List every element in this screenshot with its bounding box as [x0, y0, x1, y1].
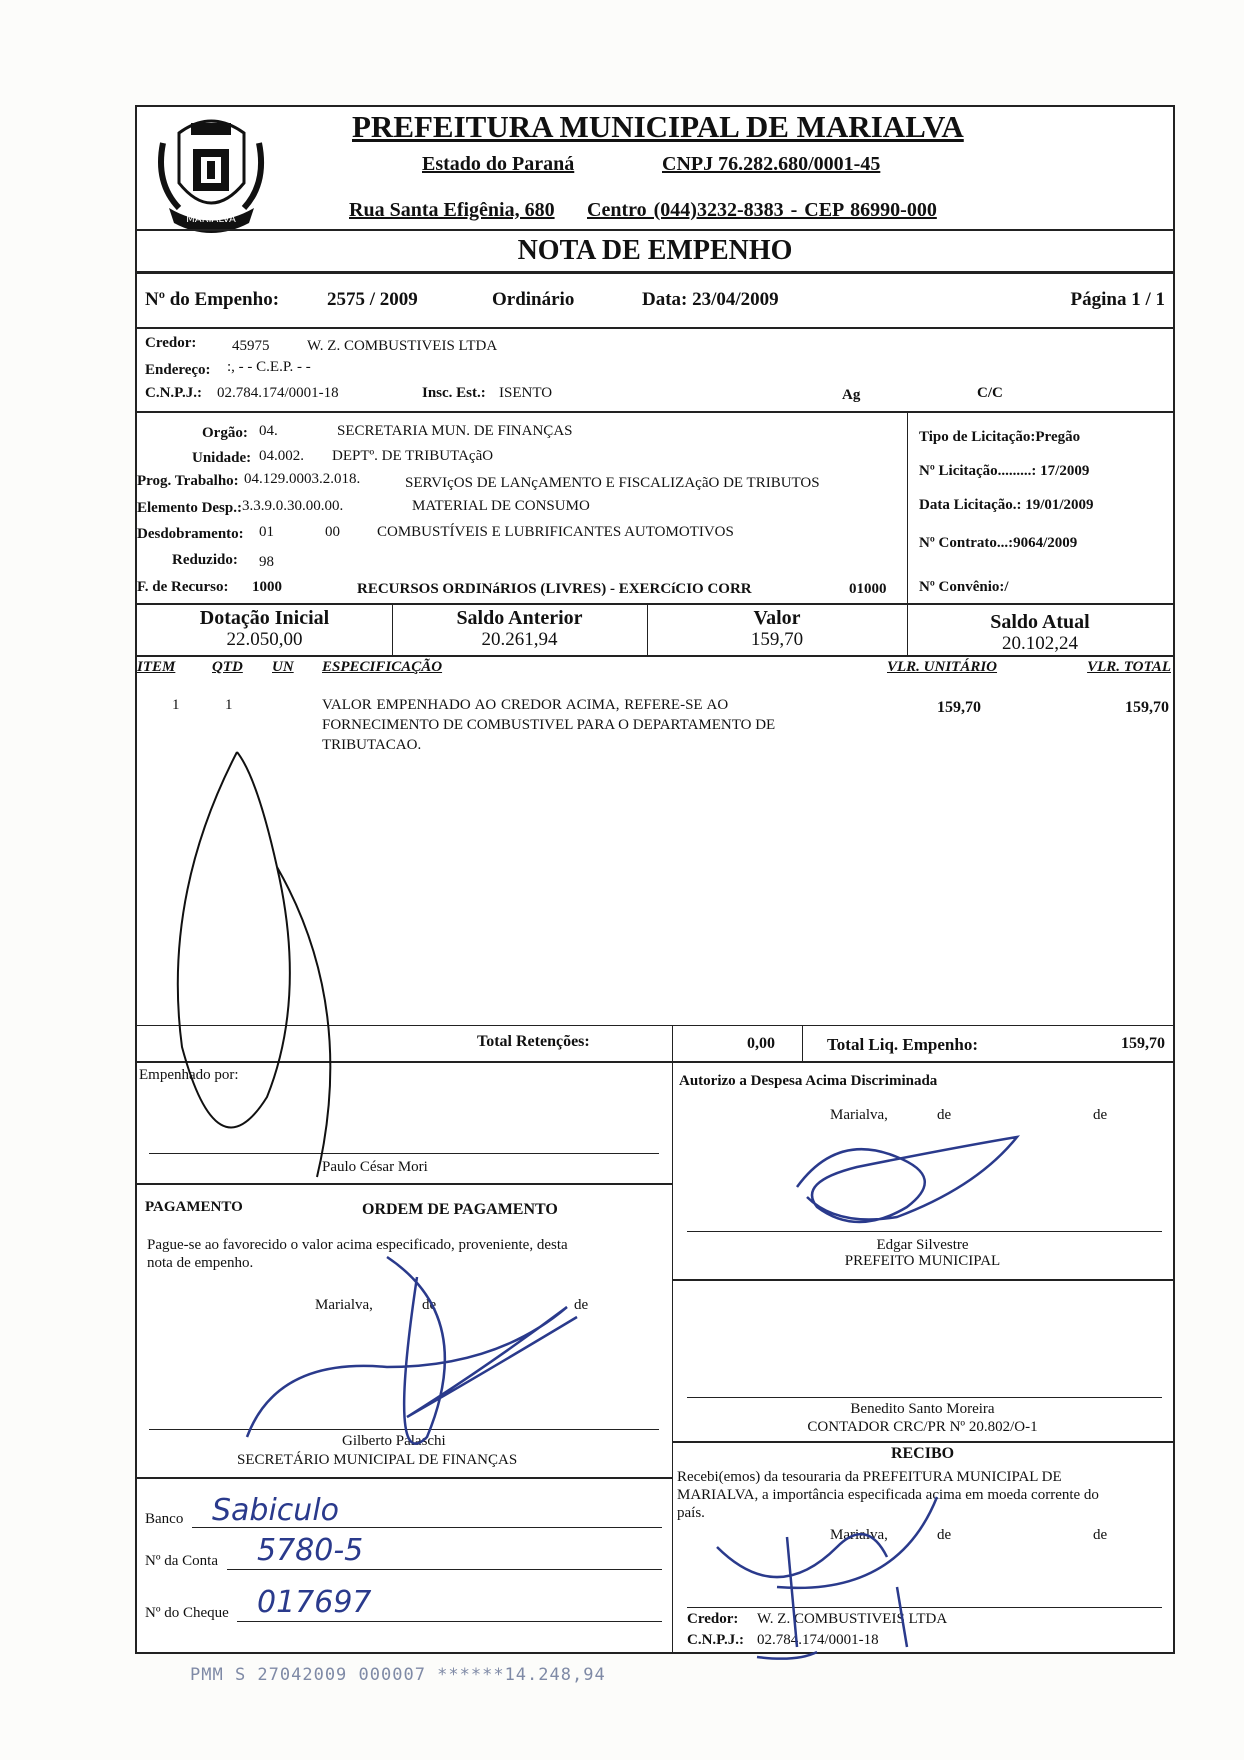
item-total-value: 159,70: [1125, 699, 1169, 716]
credor-code: 45975: [232, 338, 270, 354]
elemento-code: 3.3.9.0.30.00.00.: [242, 498, 344, 514]
document-title: NOTA DE EMPENHO: [517, 235, 793, 266]
credor-name: W. Z. COMBUSTIVEIS LTDA: [307, 338, 498, 354]
tipo-licitacao: Tipo de Licitação:Pregão: [919, 429, 1081, 445]
item-spec-line1: VALOR EMPENHADO AO CREDOR ACIMA, REFERE-SE AO: [322, 697, 729, 713]
credor-cnpj: 02.784.174/0001-18: [217, 385, 339, 401]
contador-role: CONTADOR CRC/PR Nº 20.802/O-1: [807, 1419, 1038, 1435]
insc-label: Insc. Est.:: [422, 385, 486, 401]
empenho-number: 2575 / 2009: [327, 289, 418, 310]
unidade-code: 04.002.: [259, 448, 304, 464]
empenho-type: Ordinário: [492, 289, 575, 310]
recibo-de2: de: [1093, 1527, 1108, 1543]
elemento-name: MATERIAL DE CONSUMO: [412, 498, 590, 514]
address-field-label: Endereço:: [145, 362, 211, 378]
numero-contrato: Nº Contrato...:9064/2009: [919, 535, 1078, 551]
valor-value: 159,70: [750, 629, 804, 650]
item-spec-line3: TRIBUTACAO.: [322, 737, 422, 753]
credor-label: Credor:: [145, 335, 197, 351]
address-label: Rua Santa Efigênia, 680: [349, 199, 555, 221]
prefeito-name: Edgar Silvestre: [876, 1237, 969, 1253]
recibo-cnpj-label: C.N.P.J.:: [687, 1632, 744, 1648]
desdobramento-b: 00: [325, 524, 340, 540]
data-licitacao: Data Licitação.: 19/01/2009: [919, 497, 1094, 513]
credor-address: :, - - C.E.P. - -: [227, 359, 311, 375]
pagamento-place: Marialva,: [315, 1297, 373, 1313]
page-title: PREFEITURA MUNICIPAL DE MARIALVA: [352, 109, 964, 144]
total-retencoes-value: 0,00: [747, 1035, 775, 1052]
orgao-code: 04.: [259, 423, 278, 439]
numero-licitacao: Nº Licitação.........: 17/2009: [919, 463, 1090, 479]
municipal-crest-icon: [149, 113, 274, 238]
saldo-anterior-value: 20.261,94: [481, 629, 558, 650]
cheque-value: 017697: [257, 1585, 372, 1620]
autorizo-label: Autorizo a Despesa Acima Discriminada: [679, 1073, 938, 1089]
ag-label: Ag: [842, 387, 861, 403]
validation-stamp: PMM S 27042009 000007 ******14.248,94: [190, 1665, 606, 1685]
conta-label: Nº da Conta: [145, 1553, 218, 1569]
reduzido-value: 98: [259, 554, 274, 570]
recibo-text-line3: país.: [677, 1505, 705, 1521]
conta-value: 5780-5: [257, 1533, 364, 1568]
banco-label: Banco: [145, 1511, 184, 1527]
svg-text:MARIALVA: MARIALVA: [186, 214, 236, 225]
saldo-anterior-label: Saldo Anterior: [456, 607, 583, 629]
insc-value: ISENTO: [499, 385, 553, 401]
desdobramento-name: COMBUSTÍVEIS E LUBRIFICANTES AUTOMOTIVOS: [377, 524, 734, 540]
orgao-name: SECRETARIA MUN. DE FINANÇAS: [337, 423, 573, 439]
empenho-date: Data: 23/04/2009: [642, 289, 779, 310]
pagamento-text-line1: Pague-se ao favorecido o valor acima especificado, proveniente, desta: [147, 1237, 568, 1253]
pagamento-text-line2: nota de empenho.: [147, 1255, 254, 1271]
empenhado-signature-icon: [157, 747, 377, 1187]
page-number: Página 1 / 1: [1070, 289, 1165, 310]
recurso-code: 1000: [252, 579, 282, 595]
unidade-label: Unidade:: [192, 450, 252, 466]
recibo-text-line1: Recebi(emos) da tesouraria da PREFEITURA MUNICIPAL DE: [677, 1469, 1062, 1485]
recibo-cnpj: 02.784.174/0001-18: [757, 1632, 879, 1648]
state-label: Estado do Paraná: [422, 153, 575, 175]
saldo-atual-value: 20.102,24: [1002, 633, 1078, 654]
credor-cnpj-label: C.N.P.J.:: [145, 385, 202, 401]
desdobramento-label: Desdobramento:: [137, 526, 244, 542]
cheque-label: Nº do Cheque: [145, 1605, 229, 1621]
recurso-name: RECURSOS ORDINáRIOS (LIVRES) - EXERCíCIO CORR: [357, 581, 752, 597]
dotacao-inicial-label: Dotação Inicial: [199, 607, 330, 629]
numero-convenio: Nº Convênio:/: [919, 579, 1009, 595]
pagamento-label: PAGAMENTO: [145, 1199, 243, 1215]
prog-name: SERVIçOS DE LANçAMENTO E FISCALIZAçãO DE TRIBUTOS: [405, 475, 820, 491]
ordem-pagamento-label: ORDEM DE PAGAMENTO: [362, 1201, 558, 1218]
item-unit-value: 159,70: [937, 699, 981, 716]
pagamento-de1: de: [422, 1297, 437, 1313]
empenhado-por-name: Paulo César Mori: [322, 1159, 428, 1175]
recibo-credor-label: Credor:: [687, 1611, 739, 1627]
column-valor-total: VLR. TOTAL: [1087, 659, 1171, 675]
elemento-label: Elemento Desp.:: [137, 500, 242, 516]
pagamento-de2: de: [574, 1297, 589, 1313]
prefeito-role: PREFEITO MUNICIPAL: [844, 1253, 1001, 1269]
dotacao-inicial-value: 22.050,00: [226, 629, 303, 650]
autorizo-place: Marialva,: [830, 1107, 888, 1123]
nota-de-empenho-document: [135, 105, 1175, 1654]
saldo-atual-label: Saldo Atual: [990, 611, 1090, 633]
empenho-number-label: Nº do Empenho:: [145, 289, 280, 310]
total-liquido-label: Total Liq. Empenho:: [827, 1035, 978, 1054]
recurso-label: F. de Recurso:: [137, 579, 229, 595]
recurso-number: 01000: [849, 581, 887, 597]
desdobramento-a: 01: [259, 524, 274, 540]
prog-label: Prog. Trabalho:: [137, 473, 239, 489]
recibo-text-line2: MARIALVA, a importância especificada acima em moeda corrente do: [677, 1487, 1099, 1503]
cnpj-label: CNPJ 76.282.680/0001-45: [662, 153, 881, 175]
unidade-name: DEPTº. DE TRIBUTAçãO: [332, 448, 494, 464]
autorizo-de2: de: [1093, 1107, 1108, 1123]
total-liquido-value: 159,70: [1121, 1035, 1165, 1052]
item-number: 1: [172, 697, 180, 713]
secretario-name: Gilberto Palaschi: [342, 1433, 446, 1449]
recibo-label: RECIBO: [890, 1445, 955, 1462]
reduzido-label: Reduzido:: [172, 552, 238, 568]
autorizo-de1: de: [937, 1107, 952, 1123]
secretario-role: SECRETÁRIO MUNICIPAL DE FINANÇAS: [237, 1452, 518, 1468]
prefeito-signature-icon: [777, 1127, 1037, 1237]
item-spec-line2: FORNECIMENTO DE COMBUSTIVEL PARA O DEPARTAMENTO DE: [322, 717, 776, 733]
contact-label: Centro (044)3232-8383 - CEP 86990-000: [587, 199, 937, 221]
recibo-credor-name: W. Z. COMBUSTIVEIS LTDA: [757, 1611, 948, 1627]
column-qtd: QTD: [212, 659, 243, 675]
recibo-place: Marialva,: [830, 1527, 888, 1543]
recibo-de1: de: [937, 1527, 952, 1543]
column-valor-unitario: VLR. UNITÁRIO: [887, 659, 998, 675]
column-un: UN: [272, 659, 294, 675]
total-retencoes-label: Total Retenções:: [477, 1033, 590, 1050]
prog-code: 04.129.0003.2.018.: [244, 471, 361, 487]
orgao-label: Orgão:: [202, 425, 248, 441]
cc-label: C/C: [977, 385, 1003, 401]
item-qtd: 1: [225, 697, 233, 713]
empenhado-por-label: Empenhado por:: [139, 1067, 239, 1083]
contador-name: Benedito Santo Moreira: [850, 1401, 995, 1417]
column-especificacao: ESPECIFICAÇÃO: [322, 659, 443, 675]
banco-value: Sabiculo: [212, 1493, 340, 1528]
column-item: ITEM: [137, 659, 176, 675]
valor-label: Valor: [753, 607, 801, 629]
